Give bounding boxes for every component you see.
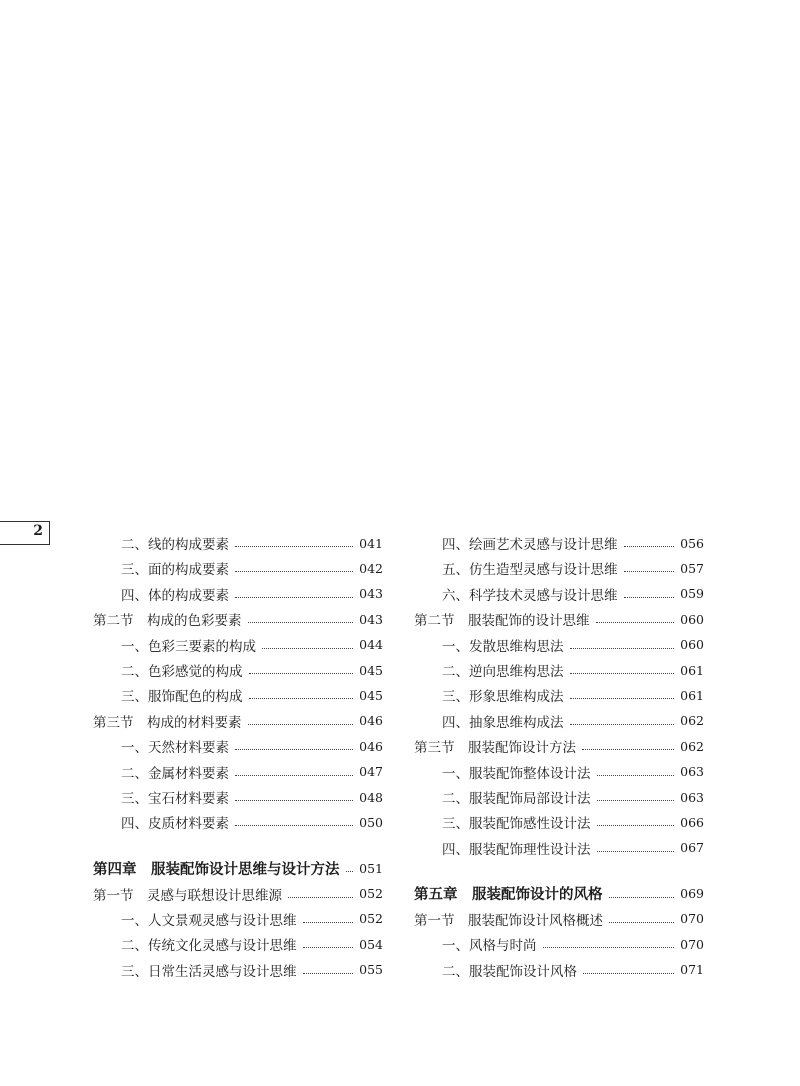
toc-entry-label: 二、色彩感觉的构成 (121, 664, 243, 680)
toc-entry-label: 二、传统文化灵感与设计思维 (121, 938, 297, 955)
toc-entry-chapter[interactable] (93, 856, 383, 880)
toc-entry-page: 052 (359, 911, 383, 927)
toc-entry-section[interactable] (414, 607, 704, 631)
toc-entry-section[interactable] (414, 734, 704, 758)
toc-entry-label: 三、服装配饰感性设计法 (442, 816, 591, 833)
toc-entry-label: 一、发散思维构思法 (442, 638, 564, 655)
toc-entry-sub[interactable] (414, 810, 704, 834)
toc-entry-page: 070 (680, 936, 704, 952)
toc-entry-label: 一、天然材料要素 (121, 740, 229, 757)
toc-entry-page: 055 (359, 962, 383, 978)
toc-entry-label: 第三节 服装配饰设计方法 (414, 740, 576, 757)
toc-entry-sub[interactable] (414, 531, 704, 555)
toc-entry-sub[interactable] (414, 709, 704, 733)
toc-entry-label: 第一节 灵感与联想设计思维源 (93, 887, 282, 904)
toc-entry-label: 第一节 服装配饰设计风格概述 (414, 912, 603, 929)
dot-leader (570, 697, 675, 699)
toc-entry-page: 067 (680, 840, 704, 856)
dot-leader (346, 870, 354, 872)
toc-entry-page: 061 (680, 662, 704, 678)
toc-entry-page: 060 (680, 637, 704, 653)
toc-entry-page: 045 (359, 687, 383, 703)
page-number-box (0, 521, 50, 545)
toc-entry-sub[interactable] (93, 932, 383, 956)
toc-entry-section[interactable] (414, 907, 704, 931)
dot-leader (303, 946, 354, 948)
dot-leader (582, 748, 674, 750)
toc-entry-page: 063 (680, 764, 704, 780)
toc-entry-label: 四、绘画艺术灵感与设计思维 (442, 537, 618, 553)
toc-entry-section[interactable] (93, 607, 383, 631)
toc-entry-section[interactable] (93, 882, 383, 906)
toc-entry-sub[interactable] (414, 556, 704, 580)
dot-leader (303, 921, 354, 923)
dot-leader (543, 946, 675, 948)
toc-entry-page: 046 (359, 738, 383, 754)
toc-entry-page: 047 (359, 764, 383, 780)
toc-entry-label: 一、风格与时尚 (442, 938, 537, 955)
toc-entry-label: 一、色彩三要素的构成 (121, 638, 256, 655)
toc-entry-label: 三、面的构成要素 (121, 562, 229, 579)
dot-leader (288, 896, 353, 898)
dot-leader (570, 672, 675, 674)
toc-entry-sub[interactable] (414, 633, 704, 657)
toc-entry-page: 048 (359, 789, 383, 805)
toc-entry-label: 二、金属材料要素 (121, 765, 229, 782)
dot-leader (235, 748, 353, 750)
toc-entry-label: 四、抽象思维构成法 (442, 714, 564, 731)
toc-entry-label: 第二节 构成的色彩要素 (93, 613, 242, 630)
toc-entry-page: 046 (359, 713, 383, 729)
toc-entry-page: 050 (359, 814, 383, 830)
toc-entry-label: 四、体的构成要素 (121, 587, 229, 604)
dot-leader (249, 672, 354, 674)
toc-entry-sub[interactable] (93, 760, 383, 784)
toc-entry-sub[interactable] (93, 734, 383, 758)
dot-leader (303, 972, 354, 974)
dot-leader (583, 972, 674, 974)
toc-entry-label: 四、皮质材料要素 (121, 816, 229, 833)
toc-entry-label: 三、服饰配色的构成 (121, 689, 243, 706)
toc-entry-sub[interactable] (93, 785, 383, 809)
toc-entry-page: 070 (680, 911, 704, 927)
toc-entry-label: 三、宝石材料要素 (121, 791, 229, 807)
toc-entry-sub[interactable] (93, 556, 383, 580)
dot-leader (249, 697, 354, 699)
toc-entry-label: 第四章 服装配饰设计思维与设计方法 (93, 860, 340, 878)
toc-entry-page: 062 (680, 713, 704, 729)
toc-entry-sub[interactable] (414, 932, 704, 956)
toc-entry-label: 第三节 构成的材料要素 (93, 714, 242, 731)
dot-leader (235, 824, 353, 826)
toc-entry-page: 042 (359, 560, 383, 576)
toc-entry-label: 一、服装配饰整体设计法 (442, 765, 591, 782)
dot-leader (570, 723, 675, 725)
toc-entry-sub[interactable] (414, 582, 704, 606)
dot-leader (597, 774, 675, 776)
toc-entry-label: 二、逆向思维构思法 (442, 664, 564, 680)
toc-entry-page: 066 (680, 814, 704, 830)
toc-entry-section[interactable] (93, 709, 383, 733)
toc-entry-label: 一、人文景观灵感与设计思维 (121, 912, 297, 929)
toc-entry-label: 四、服装配饰理性设计法 (442, 841, 591, 858)
toc-entry-sub[interactable] (93, 582, 383, 606)
dot-leader (235, 545, 353, 547)
toc-entry-page: 041 (359, 535, 383, 551)
dot-leader (235, 596, 353, 598)
toc-entry-label: 二、服装配饰局部设计法 (442, 791, 591, 807)
dot-leader (596, 621, 675, 623)
toc-entry-page: 057 (680, 560, 704, 576)
dot-leader (624, 545, 675, 547)
dot-leader (624, 570, 675, 572)
toc-entry-sub[interactable] (414, 785, 704, 809)
toc-entry-label: 二、服装配饰设计风格 (442, 963, 577, 980)
toc-entry-sub[interactable] (93, 958, 383, 982)
toc-entry-sub[interactable] (93, 633, 383, 657)
toc-entry-page: 045 (359, 662, 383, 678)
toc-entry-sub[interactable] (414, 658, 704, 682)
dot-leader (262, 647, 353, 649)
toc-entry-page: 052 (359, 886, 383, 902)
toc-entry-page: 060 (680, 611, 704, 627)
toc-entry-page: 051 (359, 860, 383, 876)
page-number: 2 (33, 523, 43, 539)
toc-entry-label: 第二节 服装配饰的设计思维 (414, 613, 590, 630)
dot-leader (570, 647, 675, 649)
toc-entry-page: 044 (359, 637, 383, 653)
toc-entry-sub[interactable] (93, 531, 383, 555)
toc-entry-chapter[interactable] (414, 882, 704, 906)
toc-entry-page: 043 (359, 586, 383, 602)
dot-leader (235, 570, 353, 572)
dot-leader (624, 596, 675, 598)
dot-leader (235, 799, 353, 801)
toc-entry-page: 059 (680, 586, 704, 602)
toc-entry-sub[interactable] (414, 836, 704, 860)
toc-entry-page: 071 (680, 962, 704, 978)
toc-entry-label: 三、形象思维构成法 (442, 689, 564, 706)
dot-leader (597, 850, 675, 852)
toc-entry-label: 第五章 服装配饰设计的风格 (414, 886, 603, 904)
toc-entry-page: 069 (680, 886, 704, 902)
toc-entry-label: 三、日常生活灵感与设计思维 (121, 963, 297, 980)
toc-entry-sub[interactable] (93, 810, 383, 834)
toc-entry-label: 六、科学技术灵感与设计思维 (442, 587, 618, 604)
dot-leader (235, 774, 353, 776)
toc-entry-sub[interactable] (93, 658, 383, 682)
dot-leader (609, 896, 675, 898)
toc-entry-sub[interactable] (414, 760, 704, 784)
toc-entry-page: 054 (359, 936, 383, 952)
toc-entry-sub[interactable] (414, 683, 704, 707)
dot-leader (248, 621, 354, 623)
toc-entry-sub[interactable] (414, 958, 704, 982)
dot-leader (597, 824, 675, 826)
toc-entry-page: 061 (680, 687, 704, 703)
toc-entry-sub[interactable] (93, 683, 383, 707)
dot-leader (609, 921, 674, 923)
toc-entry-label: 二、线的构成要素 (121, 537, 229, 553)
dot-leader (597, 799, 675, 801)
toc-entry-page: 043 (359, 611, 383, 627)
toc-entry-sub[interactable] (93, 907, 383, 931)
toc-entry-page: 056 (680, 535, 704, 551)
toc-entry-label: 五、仿生造型灵感与设计思维 (442, 562, 618, 579)
toc-entry-page: 062 (680, 738, 704, 754)
dot-leader (248, 723, 354, 725)
toc-entry-page: 063 (680, 789, 704, 805)
